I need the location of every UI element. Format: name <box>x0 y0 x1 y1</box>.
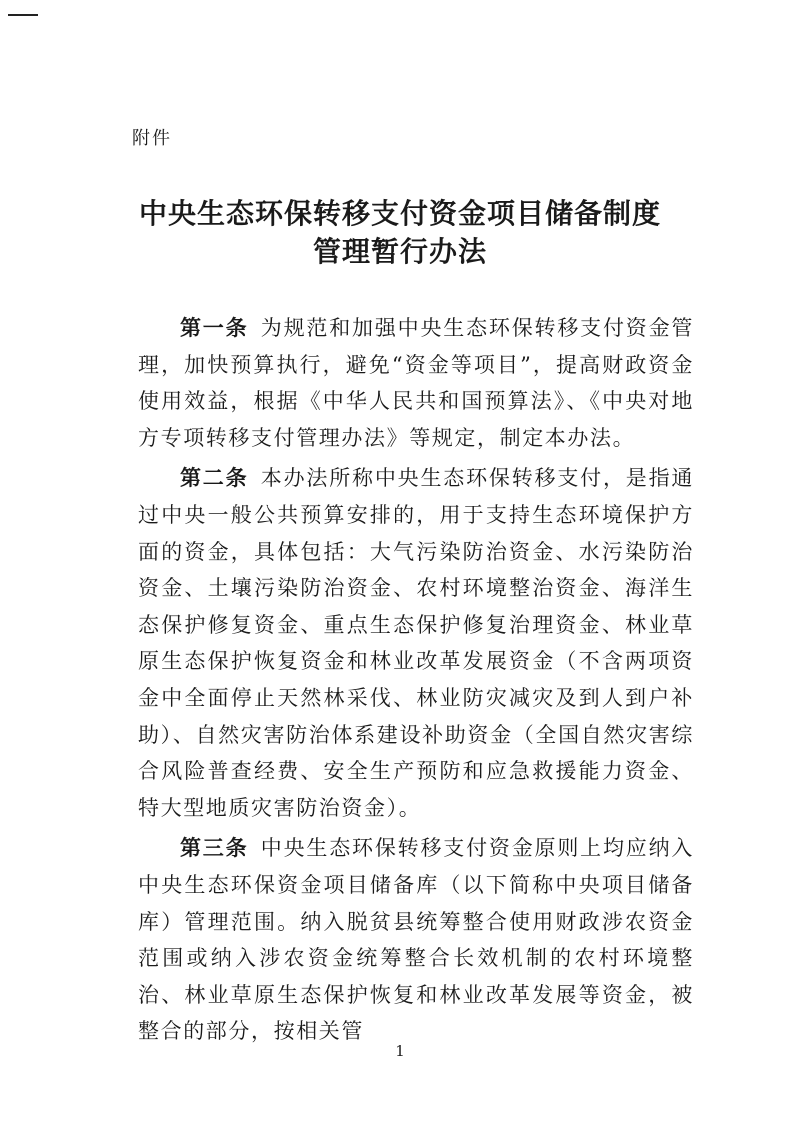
document-body <box>138 310 694 1054</box>
top-edge-mark <box>8 14 38 16</box>
document-title-line-1: 中央生态环保转移支付资金项目储备制度 <box>138 197 661 230</box>
article-2-text: 本办法所称中央生态环保转移支付，是指通过中央一般公共预算安排的，用于支持生态环境保护方面的资金，具体包括：大气污染防治资金、水污染防治资金、土壤污染防治资金、农村环境整治资金、海洋生态保护修复资金、重点生态保护修复治理资金、林业草原生态保护恢复资金和林业改革发展资金（不含两项资金中全面停止天然林采伐、林业防灾减灾及到人到户补助）、自然灾害防治体系建设补助资金（全国自然灾害综合风险普查经费、安全生产预防和应急救援能力资金、特大型地质灾害防治资金）。 <box>138 466 694 820</box>
article-1-text: 为规范和加强中央生态环保转移支付资金管理，加快预算执行，避免“资金等项目”，提高财政资金使用效益，根据《中华人民共和国预算法》、《中央对地方专项转移支付管理办法》等规定，制定本办法。 <box>138 316 694 450</box>
article-3-heading: 第三条 <box>180 836 249 861</box>
article-1-heading: 第一条 <box>180 316 249 340</box>
article-3-text: 中央生态环保转移支付资金原则上均应纳入中央生态环保资金项目储备库（以下简称中央项目储备库）管理范围。纳入脱贫县统筹整合使用财政涉农资金范围或纳入涉农资金统筹整合长效机制的农村环境整治、林业草原生态保护恢复和林业改革发展等资金，被整合的部分，按相关管 <box>138 836 694 1044</box>
article-1 <box>138 310 694 456</box>
page-number: 1 <box>395 1042 405 1060</box>
article-3 <box>138 830 694 1050</box>
document-title-line-2: 管理暂行办法 <box>312 235 487 268</box>
article-2 <box>138 460 694 826</box>
attachment-label: 附件 <box>132 128 172 149</box>
article-2-heading: 第二条 <box>180 466 249 491</box>
